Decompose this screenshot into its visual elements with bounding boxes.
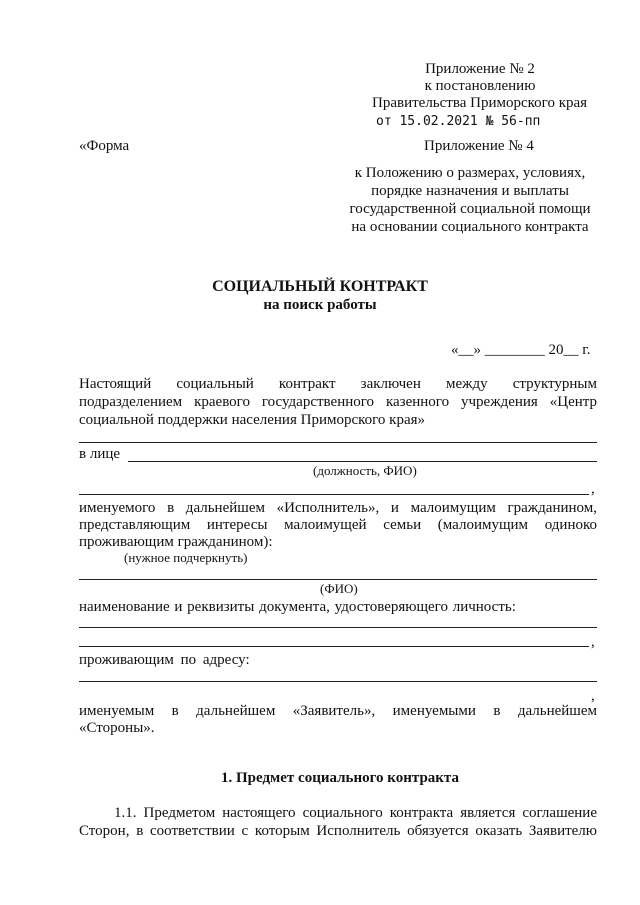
in-person-label: в лице — [79, 446, 121, 462]
intro-line-1: Настоящий социальный контракт заключен между структурным — [79, 376, 597, 392]
comma-3: , — [591, 688, 595, 704]
position-caption: (должность, ФИО) — [313, 463, 417, 478]
contract-title: СОЦИАЛЬНЫЙ КОНТРАКТ — [212, 278, 428, 295]
fill-line-position — [128, 461, 597, 462]
contract-date-field: «__» ________ 20__ г. — [451, 342, 591, 358]
fill-line-organization — [79, 442, 597, 443]
fio-caption: (ФИО) — [320, 581, 358, 596]
section-1-heading: 1. Предмет социального контракта — [221, 770, 459, 786]
section-1-para-line-2: Сторон, в соответствии с которым Исполнитель обязуется оказать Заявителю — [79, 823, 597, 839]
executor-line-1: именуемого в дальнейшем «Исполнитель», и малоимущим гражданином, — [79, 500, 597, 516]
appendix-2-label: Приложение № 2 — [425, 61, 535, 77]
executor-line-3: проживающим гражданином): — [79, 534, 273, 550]
address-label: проживающим по адресу: — [79, 652, 250, 668]
executor-line-2: представляющим интересы малоимущей семьи (малоимущим одиноко — [79, 517, 597, 533]
resolution-date-number: от 15.02.2021 № 56-пп — [376, 114, 541, 129]
comma-1: , — [591, 481, 595, 497]
parties-label: «Стороны». — [79, 720, 155, 736]
intro-line-2: подразделением краевого государственного казенного учреждения «Центр — [79, 394, 597, 410]
government-label: Правительства Приморского края — [372, 95, 588, 111]
document-label: наименование и реквизиты документа, удостоверяющего личность: — [79, 599, 516, 615]
regulation-line-1: к Положению о размерах, условиях, — [354, 165, 586, 181]
applicant-line: именуемым в дальнейшем «Заявитель», именуемыми в дальнейшем — [79, 703, 597, 719]
regulation-line-4: на основании социального контракта — [351, 219, 589, 235]
fill-line-address-1 — [79, 681, 597, 682]
to-resolution-label: к постановлению — [424, 78, 536, 94]
form-label: «Форма — [79, 138, 130, 154]
fill-line-document-1 — [79, 627, 597, 628]
regulation-line-2: порядке назначения и выплаты — [371, 183, 569, 199]
underline-caption: (нужное подчеркнуть) — [124, 550, 248, 565]
comma-2: , — [591, 634, 595, 650]
regulation-line-3: государственной социальной помощи — [349, 201, 591, 217]
fill-line-document-2 — [79, 646, 589, 647]
appendix-4-label: Приложение № 4 — [424, 138, 534, 154]
fill-line-position-2 — [79, 494, 589, 495]
intro-line-3: социальной поддержки населения Приморского края» — [79, 412, 426, 428]
fill-line-fio — [79, 579, 597, 580]
section-1-para-line-1: 1.1. Предметом настоящего социального контракта является соглашение — [114, 805, 597, 821]
contract-subtitle: на поиск работы — [263, 297, 377, 313]
